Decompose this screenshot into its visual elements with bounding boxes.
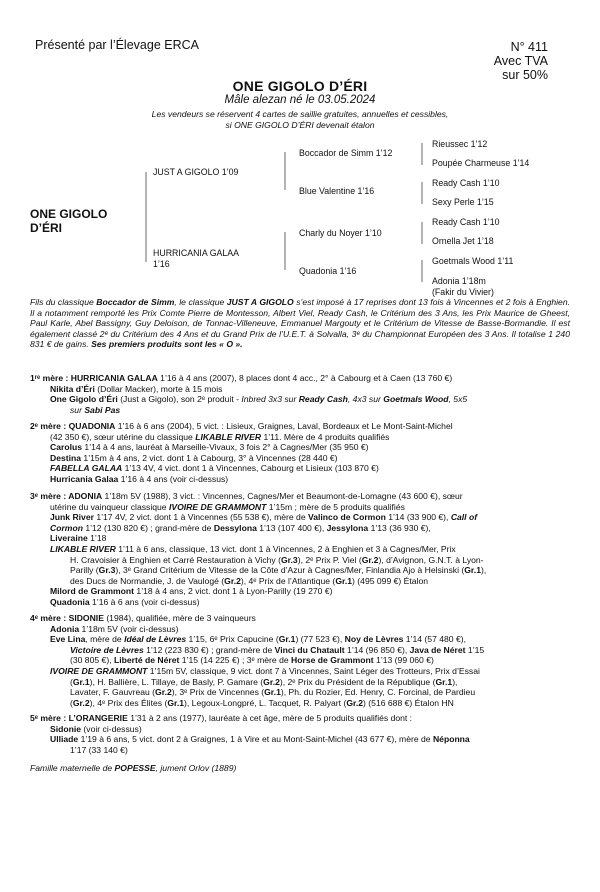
pedigree-sss: Rieussec 1’12: [432, 139, 488, 149]
pedigree-dd: Quadonia 1’16: [299, 266, 357, 276]
grade: Gr.1: [72, 676, 90, 687]
produce-text: Valinco de Cormon: [307, 512, 386, 523]
produce-text: 1’15, 6ᵉ Prix Capucine (: [186, 634, 279, 645]
footer-name: POPESSE: [114, 763, 156, 773]
produce-text: , 5x5: [448, 394, 468, 405]
grade: Gr.3: [280, 554, 298, 565]
dam-label: 2ᵉ mère :: [30, 421, 69, 431]
pedigree-subject: [30, 207, 107, 235]
produce-text: Call of: [450, 512, 478, 523]
dam-text: 1’31 à 2 ans (1977), lauréate à cet âge, mère de 5 produits qualifiés dont :: [127, 713, 413, 723]
grade: Gr.2: [263, 676, 280, 687]
produce-text: Liveraine: [50, 533, 88, 544]
produce-text: ),: [452, 676, 458, 687]
produce-text: (Just a Gigolo), son 2ᵉ produit -: [117, 394, 242, 405]
produce-text: (: [70, 676, 73, 687]
produce-text: 1’18 à 4 ans, 2 vict. dont 1 à Lyon-Parilly (19 270 €): [134, 586, 333, 597]
produce-text: Parilly (: [70, 565, 99, 576]
produce-text: ), 4ᵉ Prix de l’Atlantique (: [240, 575, 336, 586]
produce-text: 1’17 4V, 2 vict. dont 1 à Vincennes (55 538 €), mère de: [93, 512, 308, 523]
dam-label: 3ᵉ mère :: [30, 491, 69, 501]
produce-text: Dessylona: [213, 522, 257, 533]
produce-name: LIKABLE RIVER: [50, 543, 116, 554]
pedigree-sire: JUST A GIGOLO 1’09: [153, 167, 239, 177]
produce-text: Noy de Lèvres: [344, 634, 404, 645]
produce-text: (voir ci-dessus): [81, 723, 142, 734]
ddd-line-1: Adonia 1’18m: [432, 276, 486, 286]
produce-name: Ulliade: [50, 734, 79, 745]
horse-name: ONE GIGOLO D’ÉRI: [232, 78, 368, 94]
produce-text: H. Cravoisier à Enghien et Carré Restauration à Vichy (: [70, 554, 281, 565]
produce-text: 1’12 (223 830 €) ; grand-mère de: [143, 644, 275, 655]
produce-name: Hurricania Galaa: [50, 473, 119, 484]
produce-text: ),: [480, 565, 487, 576]
pedigree-sdd: Sexy Perle 1’15: [432, 197, 494, 207]
produce-text: (30 805 €),: [70, 655, 114, 666]
produce-text: 1’13 (99 060 €): [373, 655, 434, 666]
produce-text: ), 3ᵉ Prix de Vincennes (: [171, 687, 265, 698]
produce-text: 1’14 à 4 ans, lauréat à Marseille-Vivaux, 3 fois 2° à Cagnes/Mer (35 950 €): [82, 442, 369, 453]
produce-text: Java de Néret: [409, 644, 466, 655]
lot-info: [494, 40, 548, 82]
summary-part: Boccador de Simm: [96, 297, 175, 307]
dam-text: 1’16 à 4 ans (2007), 8 places dont 4 acc., 2° à Cabourg et à Caen (13 760 €): [157, 373, 453, 383]
produce-text: (: [70, 697, 73, 708]
dam-text: 1’18m 5V (1988), 3 vict. : Vincennes, Cagnes/Mer et Beaumont-de-Lomagne (43 600 €), sœur: [102, 491, 463, 501]
third-dam-section: [30, 491, 575, 608]
dam-name: ADONIA: [68, 491, 103, 501]
produce-name: Eve Lina: [50, 634, 86, 645]
dam-text: 1’15m ; mère de 5 produits qualifiés: [266, 501, 405, 512]
note-line-2: si ONE GIGOLO D’ÉRI devenait étalon: [225, 120, 375, 130]
pedigree-sds: Ready Cash 1’10: [432, 178, 500, 188]
produce-text: sur: [70, 404, 85, 415]
dam-name: QUADONIA: [68, 421, 116, 431]
produce-text: 1’17 (33 140 €): [70, 744, 128, 755]
produce-text: Horse de Grammont: [291, 655, 374, 666]
produce-text: 1’11 à 6 ans, classique, 13 vict. dont 1 à Vincennes, 2 à Enghien et 3 à Cagnes/Mer, Prix: [115, 543, 456, 554]
pedigree-dam: [153, 248, 239, 270]
produce-text: ), 4ᵉ Prix des Élites (: [89, 697, 168, 708]
dam-text: (42 350 €), sœur utérine du classique: [50, 431, 196, 442]
dam-line-2: 1’16: [153, 259, 170, 269]
grade: Gr.1: [335, 575, 353, 586]
seller-note: [0, 109, 600, 131]
produce-text: (Dollar Macker), morte à 15 mois: [94, 383, 223, 394]
produce-name: FABELLA GALAA: [50, 463, 123, 474]
produce-text: 1’16 à 4 ans (voir ci-dessus): [118, 473, 229, 484]
produce-text: Néponna: [432, 734, 470, 745]
produce-text: Inbred 3x3 sur: [241, 394, 299, 405]
produce-text: ), 2ᵉ Prix du Président de la République (: [279, 676, 436, 687]
produce-text: Goetmals Wood: [383, 394, 449, 405]
produce-text: 1’18: [87, 533, 107, 544]
grade: Gr.2: [155, 687, 172, 698]
produce-text: ), d’Avignon, G.N.T. à Lyon-: [378, 554, 484, 565]
grade: Gr.3: [98, 565, 116, 576]
grade: Gr.1: [264, 687, 281, 698]
dam-text: 1’11. Mère de 4 produits qualifiés: [261, 431, 390, 442]
produce-text: Idéal de Lèvres: [124, 634, 187, 645]
produce-text: 1’13 4V, 4 vict. dont 1 à Vincennes, Cabourg et Lisieux (103 870 €): [122, 463, 379, 474]
pedigree-ss: Boccador de Simm 1’12: [299, 148, 393, 158]
dam-text: 1’16 à 6 ans (2004), 5 vict. : Lisieux, Graignes, Laval, Bordeaux et Le Mont-Saint-Michel: [115, 421, 453, 431]
dam-text: utérine du vainqueur classique: [50, 501, 169, 512]
pedigree-dds: Goetmals Wood 1’11: [432, 256, 514, 266]
dam-text: LIKABLE RIVER: [195, 431, 262, 442]
produce-text: ) (77 523 €),: [295, 634, 345, 645]
produce-text: 1’14 (96 850 €),: [344, 644, 410, 655]
produce-text: 1’16 à 6 ans (voir ci-dessus): [89, 596, 200, 607]
subject-line-2: D’ÉRI: [30, 221, 63, 235]
produce-text: ), H. Ballière, L. Tillaye, de Basly, P. Gamare (: [89, 676, 264, 687]
dam-text: IVOIRE DE GRAMMONT: [168, 501, 267, 512]
produce-text: Victoire de Lèvres: [70, 644, 144, 655]
grade: Gr.1: [464, 565, 481, 576]
produce-text: 1’13 (107 400 €),: [256, 522, 327, 533]
produce-text: Cormon: [50, 522, 83, 533]
summary-part: s’est imposé à 17 reprises dont 13 fois à Vincennes et 2 fois à Enghien. Il a notamment remporté les Prix Comte Pierre de Montesson, Albert Viel, Ready Cash, le Critérium des 3 Ans, les Prix Maurice de Gheest, Paul Karle, Abel Bassigny, Guy Deloison, de Tonnac-Villeneuve, Emmanuel Margouty et le Critérium de Vitesse de Basse-Bormandie. Il est également classé 2ᵉ du Critérium des 4 Ans et du Grand Prix de l’U.E.T. à Solvalla, 3ᵉ du Championnat Européen des 3 Ans. Il totalise 1 240 831 € de gains.: [30, 297, 570, 350]
summary-part: JUST A GIGOLO: [226, 297, 294, 307]
grade: Gr.2: [346, 697, 364, 708]
produce-name: Carolus: [50, 442, 82, 453]
produce-text: Sabi Pas: [84, 404, 121, 415]
grade: Gr.1: [167, 697, 185, 708]
produce-text: 1’15m 5V, classique, 9 vict. dont 7 à Vincennes, Saint Léger des Trotteurs, Prix d’Essai: [147, 665, 480, 676]
produce-text: ), 3ᵉ Grand Critérium de Vitesse de la Côte d’Azur à Cagnes/Mer, Finlandia Ajo à Helsinski (: [115, 565, 465, 576]
produce-text: , 4x3 sur: [347, 394, 384, 405]
produce-name: Destina: [50, 452, 82, 463]
first-dam-section: [30, 373, 575, 415]
maternal-family: [30, 763, 236, 773]
produce-text: ), Ph. du Rozier, Ed. Henry, C. Forcinal, de Pardieu: [280, 687, 476, 698]
produce-text: 1’18m 5V (voir ci-dessus): [79, 623, 179, 634]
produce-name: IVOIRE DE GRAMMONT: [50, 665, 148, 676]
grade: Gr.1: [278, 634, 296, 645]
summary-part: , le classique: [174, 297, 227, 307]
produce-text: Vinci du Chatault: [274, 644, 345, 655]
second-dam-section: [30, 421, 575, 485]
dam-name: L’ORANGERIE: [68, 713, 128, 723]
dam-name: HURRICANIA GALAA: [70, 373, 158, 383]
produce-text: ) (495 099 €) Étalon: [352, 575, 429, 586]
dam-line-1: HURRICANIA GALAA: [153, 248, 240, 258]
produce-text: 1’14 (33 900 €),: [385, 512, 451, 523]
ddd-line-2: (Fakir du Vivier): [432, 286, 494, 297]
produce-name: Quadonia: [50, 596, 90, 607]
produce-text: ), Legoux-Longpré, L. Tacquet, R. Palyart (: [184, 697, 347, 708]
fifth-dam-section: [30, 713, 575, 755]
sire-summary: [30, 297, 570, 350]
pedigree-dss: Ready Cash 1’10: [432, 217, 500, 227]
dam-text: (1984), qualifiée, mère de 3 vainqueurs: [103, 613, 256, 623]
produce-name: Sidonie: [50, 723, 82, 734]
pedigree-ddd: [432, 276, 494, 297]
pedigree-sd: Blue Valentine 1’16: [299, 186, 375, 196]
subject-line-1: ONE GIGOLO: [30, 207, 108, 221]
pedigree-ds: Charly du Noyer 1’10: [299, 228, 382, 238]
produce-name: Milord de Grammont: [50, 586, 135, 597]
pedigree-dsd: Ornella Jet 1’18: [432, 236, 494, 246]
produce-text: Ready Cash: [298, 394, 348, 405]
produce-text: 1’19 à 6 ans, 5 vict. dont 2 à Graignes, 1 à Vire et au Mont-Saint-Michel (43 677 €), mère de: [78, 734, 433, 745]
summary-part: Fils du classique: [30, 297, 97, 307]
pedigree-ssd: Poupée Charmeuse 1’14: [432, 158, 530, 168]
produce-name: Adonia: [50, 623, 80, 634]
produce-text: 1’14 (57 480 €),: [403, 634, 466, 645]
dam-label: 5ᵉ mère :: [30, 713, 69, 723]
horse-description: Mâle alezan né le 03.05.2024: [224, 94, 376, 106]
produce-text: 1’15 (14 225 €) ; 3ᵉ mère de: [179, 655, 292, 666]
summary-part: Ses premiers produits sont les « O ».: [91, 339, 243, 350]
grade: Gr.2: [361, 554, 379, 565]
produce-text: 1’15: [465, 644, 485, 655]
produce-text: ), 2ᵉ Prix P. Viel (: [297, 554, 362, 565]
dam-label: 4ᵉ mère :: [30, 613, 69, 623]
produce-name: Junk River: [50, 512, 94, 523]
fourth-dam-section: [30, 613, 575, 708]
produce-text: 1’13 (36 930 €),: [368, 522, 431, 533]
presenter: Présenté par l’Élevage ERCA: [35, 38, 199, 52]
grade: Gr.2: [224, 575, 241, 586]
lot-number: N° 411: [510, 40, 548, 54]
footer-text: Famille maternelle de: [30, 763, 115, 773]
dam-label: 1ʳᵉ mère :: [30, 373, 71, 383]
produce-text: 1’12 (130 820 €) ; grand-mère de: [82, 522, 214, 533]
produce-text: 1’15m à 4 ans, 2 vict. dont 1 à Cabourg, 3° à Vincennes (28 440 €): [81, 452, 338, 463]
dam-name: SIDONIE: [68, 613, 104, 623]
note-line-1: Les vendeurs se réservent 4 cartes de saillie gratuites, annuelles et cessibles,: [151, 109, 449, 119]
produce-name: Nikita d’Éri: [50, 383, 95, 394]
tax-line-1: Avec TVA: [493, 54, 548, 68]
grade: Gr.1: [435, 676, 453, 687]
footer-text: , jument Orlov (1889): [155, 763, 237, 773]
tax-line-2: sur 50%: [502, 68, 548, 82]
produce-text: Jessylona: [326, 522, 369, 533]
produce-text: Liberté de Néret: [113, 655, 180, 666]
grade: Gr.2: [72, 697, 90, 708]
produce-text: , mère de: [85, 634, 125, 645]
produce-text: des Ducs de Normandie, J. de Vaulogé (: [70, 575, 225, 586]
produce-text: Lavater, F. Gauvreau (: [70, 687, 156, 698]
produce-text: ) (516 688 €) Étalon HN: [363, 697, 454, 708]
produce-name: One Gigolo d’Éri: [50, 394, 118, 405]
